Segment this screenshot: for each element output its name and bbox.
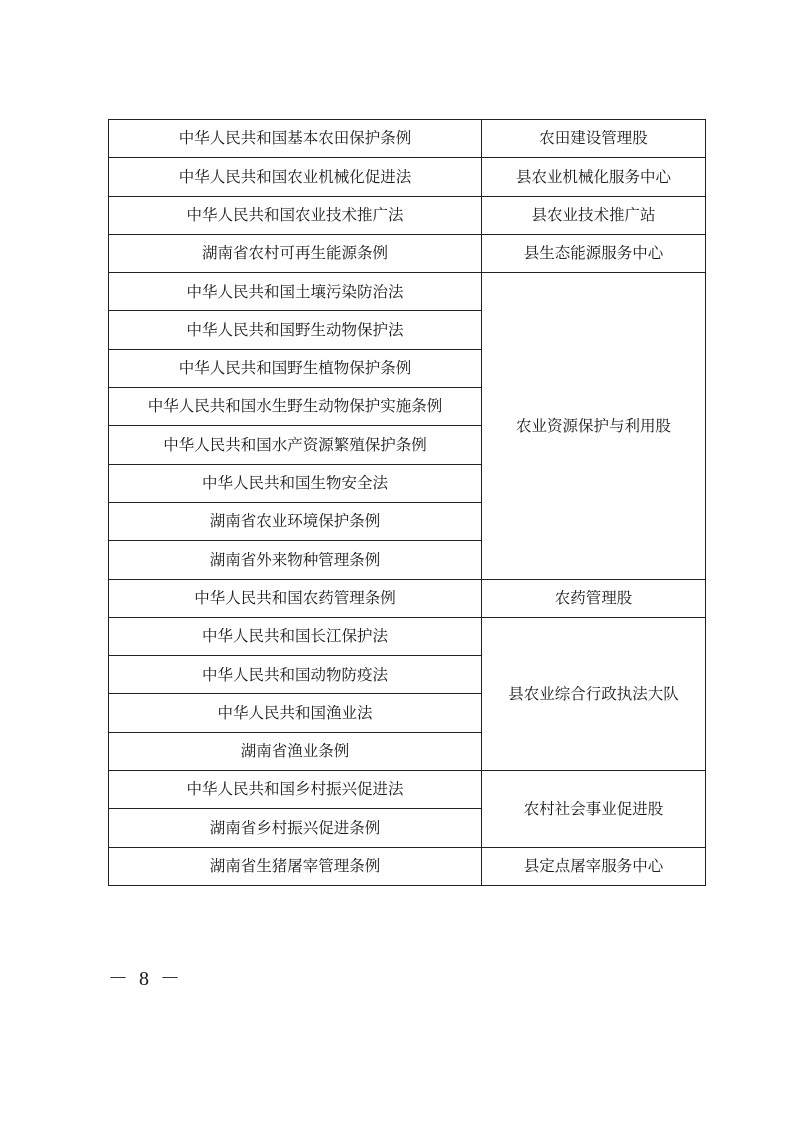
table-row (109, 847, 706, 885)
law-cell: 中华人民共和国水生野生动物保护实施条例 (109, 388, 482, 426)
page-number: － 8 － (108, 968, 183, 990)
law-cell: 湖南省渔业条例 (109, 732, 482, 770)
department-cell: 农药管理股 (482, 579, 706, 617)
table-row (109, 579, 706, 617)
law-cell: 湖南省农业环境保护条例 (109, 502, 482, 540)
law-cell: 中华人民共和国土壤污染防治法 (109, 273, 482, 311)
table-row (109, 234, 706, 272)
table-row (109, 158, 706, 196)
table-row (109, 617, 706, 655)
table-row (109, 120, 706, 158)
law-cell: 中华人民共和国乡村振兴促进法 (109, 771, 482, 809)
table-row (109, 196, 706, 234)
law-cell: 中华人民共和国长江保护法 (109, 617, 482, 655)
department-cell: 县农业技术推广站 (482, 196, 706, 234)
department-cell: 农田建设管理股 (482, 120, 706, 158)
department-cell: 农村社会事业促进股 (482, 771, 706, 848)
law-cell: 中华人民共和国渔业法 (109, 694, 482, 732)
law-cell: 中华人民共和国动物防疫法 (109, 656, 482, 694)
law-cell: 湖南省农村可再生能源条例 (109, 234, 482, 272)
law-cell: 中华人民共和国生物安全法 (109, 464, 482, 502)
law-department-table (108, 119, 706, 886)
law-cell: 中华人民共和国农业技术推广法 (109, 196, 482, 234)
law-cell: 中华人民共和国农药管理条例 (109, 579, 482, 617)
law-cell: 中华人民共和国基本农田保护条例 (109, 120, 482, 158)
law-cell: 中华人民共和国水产资源繁殖保护条例 (109, 426, 482, 464)
department-cell: 县生态能源服务中心 (482, 234, 706, 272)
department-cell: 县农业机械化服务中心 (482, 158, 706, 196)
table-row (109, 273, 706, 311)
law-cell: 中华人民共和国农业机械化促进法 (109, 158, 482, 196)
department-cell: 农业资源保护与利用股 (482, 273, 706, 579)
law-cell: 湖南省乡村振兴促进条例 (109, 809, 482, 847)
law-cell: 湖南省生猪屠宰管理条例 (109, 847, 482, 885)
law-cell: 中华人民共和国野生植物保护条例 (109, 349, 482, 387)
law-cell: 湖南省外来物种管理条例 (109, 541, 482, 579)
department-cell: 县定点屠宰服务中心 (482, 847, 706, 885)
law-cell: 中华人民共和国野生动物保护法 (109, 311, 482, 349)
department-cell: 县农业综合行政执法大队 (482, 617, 706, 770)
table-row (109, 771, 706, 809)
